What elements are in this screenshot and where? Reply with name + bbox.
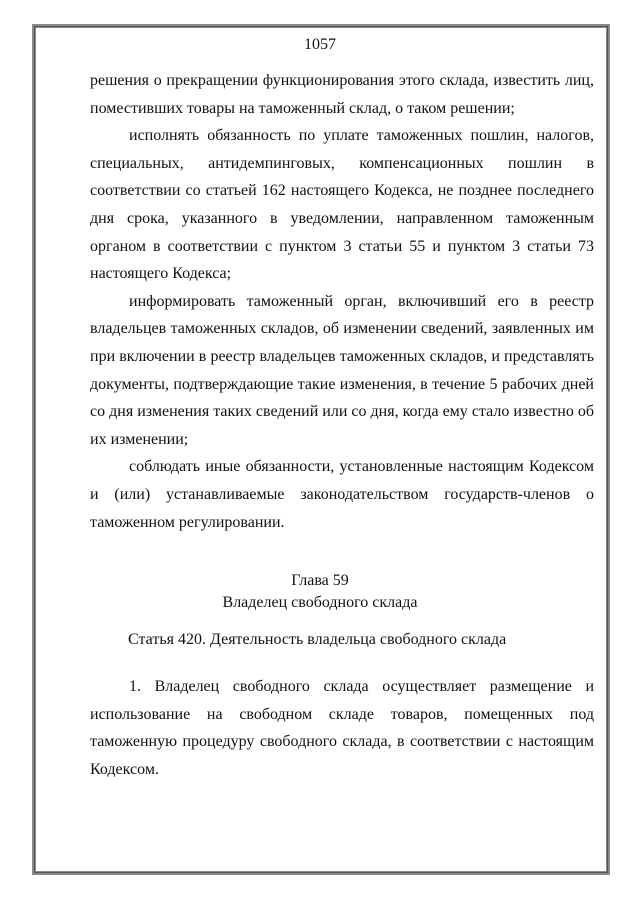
text-block-bottom (90, 673, 594, 783)
paragraph-continuation: решения о прекращении функционирования этого склада, известить лиц, поместивших товары на таможенный склад, о таком решении; (90, 72, 594, 117)
paragraph-duty-payment: исполнять обязанность по уплате таможенных пошлин, налогов, специальных, антидемпинговых, компенсационных пошлин в соответствии со статьей 162 настоящего Кодекса, не позднее последнего дня срока, указанного в уведомлении, направленном таможенным органом в соответствии с пунктом 3 статьи 55 и пунктом 3 статьи 73 настоящего Кодекса; (90, 127, 594, 283)
paragraph-inform-customs: информировать таможенный орган, включивший его в реестр владельцев таможенных складов, об изменении сведений, заявленных им при включении в реестр владельцев таможенных складов, и представлять документы, подтверждающие такие изменения, в течение 5 рабочих дней со дня изменения таких сведений или со дня, когда ему стало известно об их изменении; (90, 292, 594, 448)
page-number: 1057 (304, 36, 336, 53)
paragraph-other-duties: соблюдать иные обязанности, установленные настоящим Кодексом и (или) устанавливаемые законодательством государств-членов о таможенном регулировании. (90, 458, 594, 531)
paragraph-article-420-1: 1. Владелец свободного склада осуществляет размещение и использование на свободном складе товаров, помещенных под таможенную процедуру свободного склада, в соответствии с настоящим Кодексом. (90, 678, 594, 778)
chapter-title: Владелец свободного склада (222, 594, 418, 611)
chapter-number: Глава 59 (291, 572, 349, 589)
text-block-top (90, 67, 594, 536)
article-heading: Статья 420. Деятельность владельца свободного склада (128, 631, 507, 648)
